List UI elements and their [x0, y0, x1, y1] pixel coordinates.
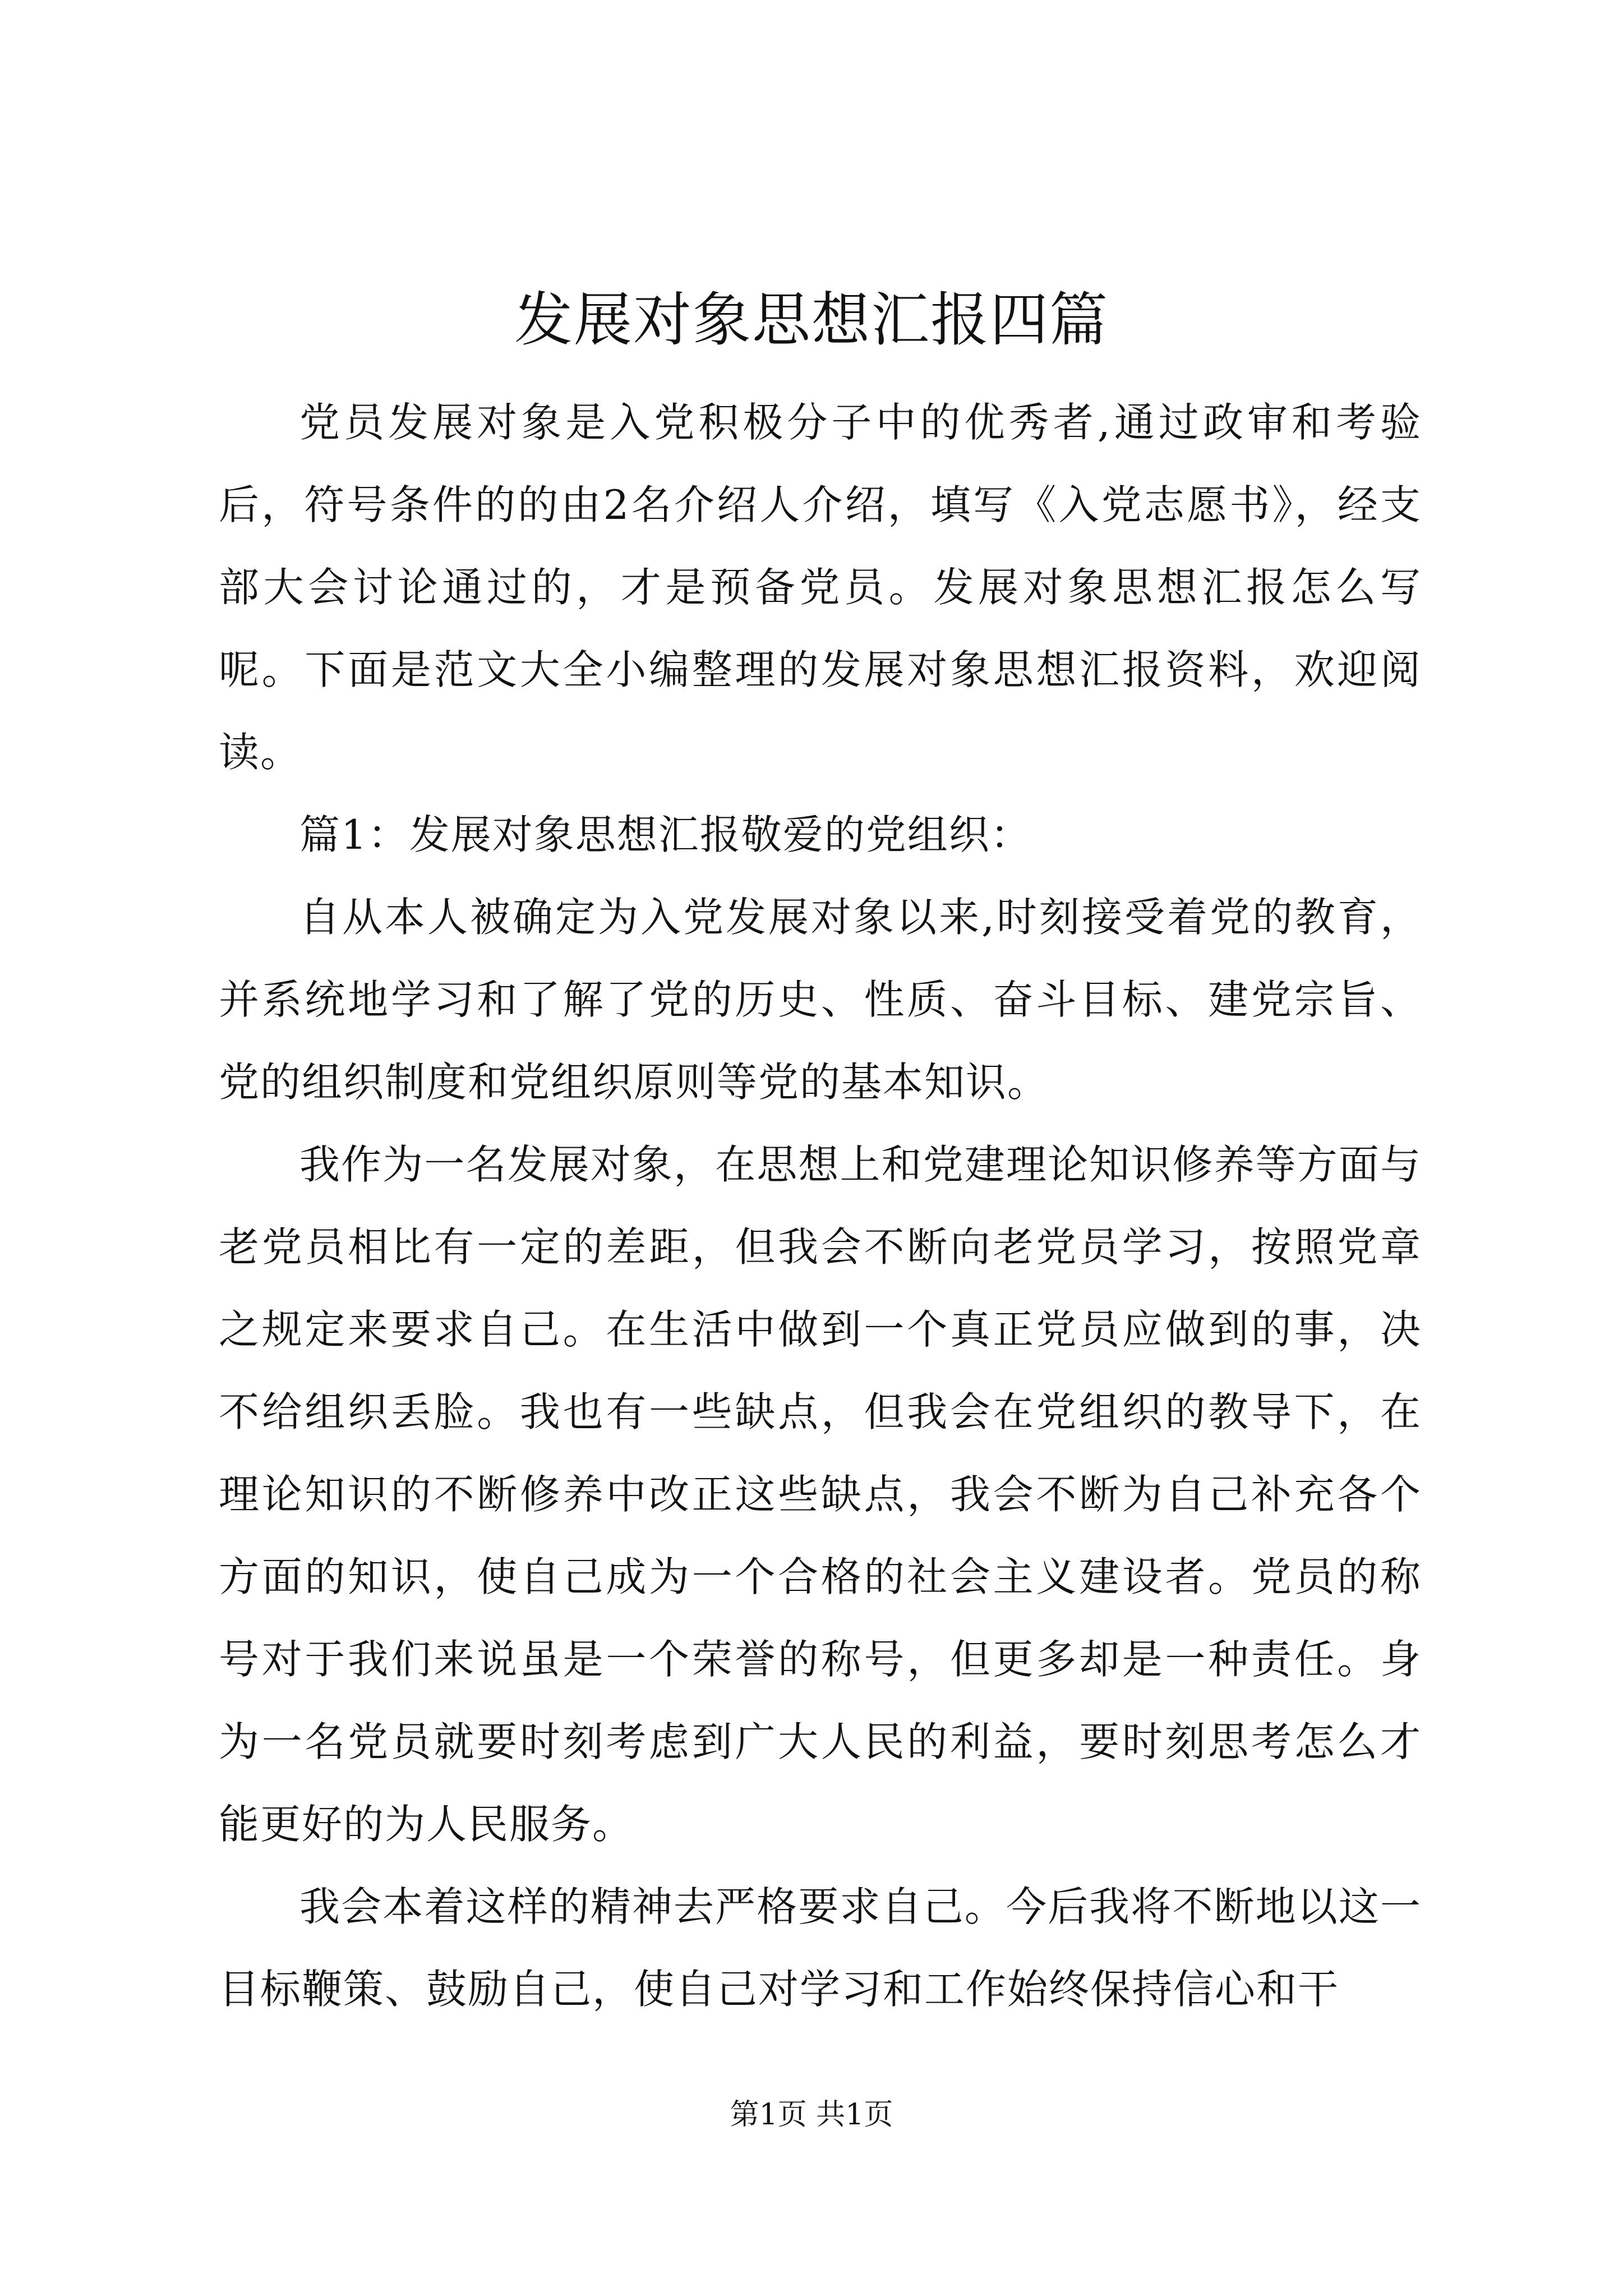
paragraph-section-heading: 篇1：发展对象思想汇报敬爱的党组织：	[299, 811, 1032, 858]
document-title: 发展对象思想汇报四篇	[514, 286, 1109, 354]
paragraph-body-3: 我会本着这样的精神去严格要求自己。今后我将不断地以这一目标鞭策、鼓励自己，使自己对学习和工作始终保持信心和干	[219, 1883, 1422, 2013]
paragraph-body-1: 自从本人被确定为入党发展对象以来,时刻接受着党的教育，并系统地学习和了解了党的历史、性质、奋斗目标、建党宗旨、党的组织制度和党组织原则等党的基本知识。	[219, 894, 1422, 1106]
page-footer: 第1页 共1页	[730, 2098, 893, 2132]
paragraph-intro: 党员发展对象是入党积极分子中的优秀者,通过政审和考验后，符号条件的的由2名介绍人介绍，填写《入党志愿书》，经支部大会讨论通过的，才是预备党员。发展对象思想汇报怎么写呢。下面是范文大全小编整理的发展对象思想汇报资料，欢迎阅读。	[219, 399, 1422, 776]
document-body	[219, 381, 1422, 2031]
paragraph-body-2: 我作为一名发展对象，在思想上和党建理论知识修养等方面与老党员相比有一定的差距，但我会不断向老党员学习，按照党章之规定来要求自己。在生活中做到一个真正党员应做到的事，决不给组织丢脸。我也有一些缺点，但我会在党组织的教导下，在理论知识的不断修养中改正这些缺点，我会不断为自己补充各个方面的知识，使自己成为一个合格的社会主义建设者。党员的称号对于我们来说虽是一个荣誉的称号，但更多却是一种责任。身为一名党员就要时刻考虑到广大人民的利益，要时刻思考怎么才能更好的为人民服务。	[219, 1141, 1422, 1848]
